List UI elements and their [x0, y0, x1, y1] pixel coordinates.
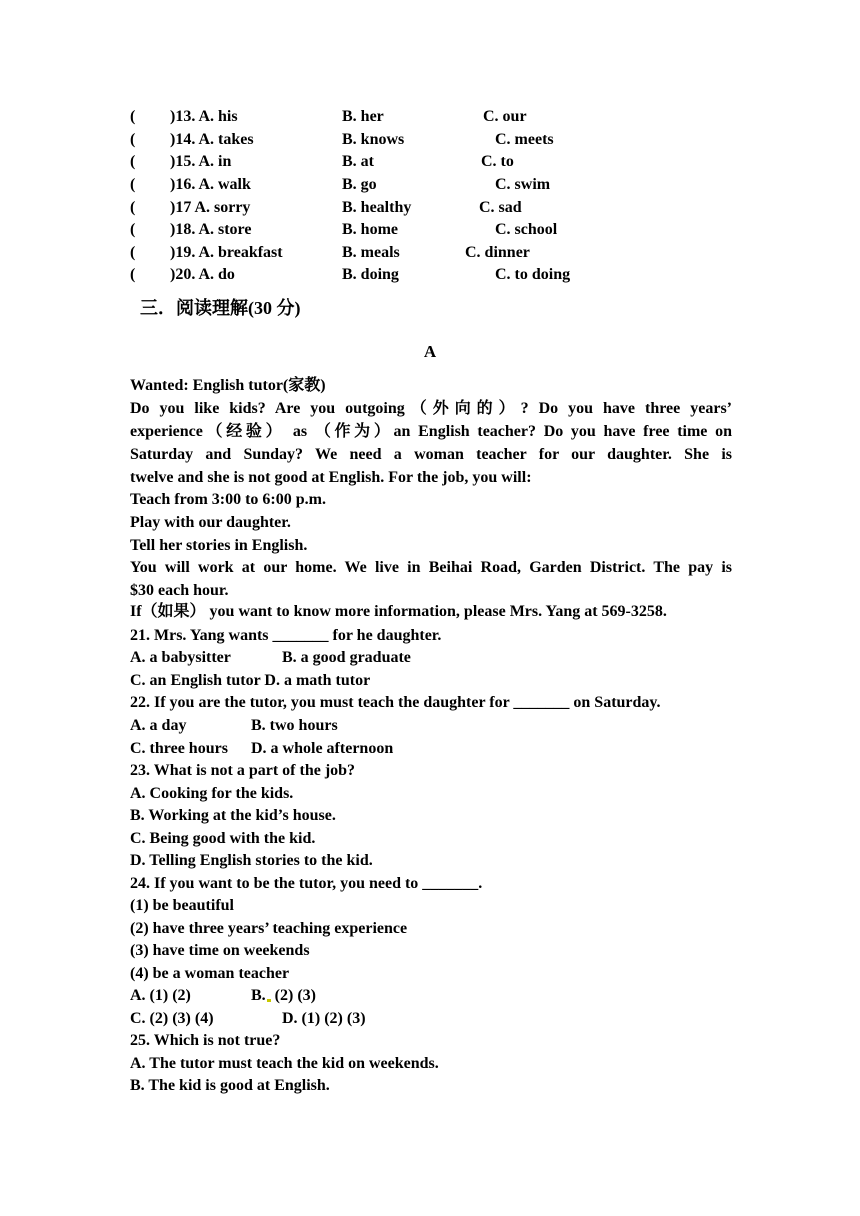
- choice-question-a: )20. A. do: [170, 266, 235, 283]
- choice-option-b: B. healthy: [342, 199, 412, 216]
- choice-option-b: B. meals: [342, 244, 400, 261]
- choice-option-b: B. her: [342, 108, 384, 125]
- option-22-c: C. three hours: [130, 740, 228, 757]
- choice-question-a: )19. A. breakfast: [170, 244, 283, 261]
- choice-row: [130, 106, 750, 128]
- option-23-d: D. Telling English stories to the kid.: [130, 852, 373, 869]
- option-21-a: A. a babysitter: [130, 649, 231, 666]
- option-22-d: D. a whole afternoon: [251, 740, 394, 757]
- choice-question-a: )13. A. his: [170, 108, 238, 125]
- choice-option-c: C. to: [481, 153, 514, 170]
- condition-24-1: (1) be beautiful: [130, 897, 234, 914]
- choice-question-a: )16. A. walk: [170, 176, 251, 193]
- choice-row: [130, 197, 750, 219]
- choice-option-c: C. sad: [479, 199, 522, 216]
- choice-question-a: )17 A. sorry: [170, 199, 251, 216]
- option-22-b: B. two hours: [251, 717, 338, 734]
- answer-paren: (: [130, 199, 136, 216]
- condition-24-2: (2) have three years’ teaching experience: [130, 920, 408, 937]
- question-21: 21. Mrs. Yang wants _______ for he daughter.: [130, 627, 442, 644]
- passage-line: twelve and she is not good at English. For the job, you will:: [130, 469, 532, 486]
- option-25-a: A. The tutor must teach the kid on weekends.: [130, 1055, 439, 1072]
- option-24-b: [251, 985, 316, 1007]
- option-24-b-text: (2) (3): [274, 987, 316, 1004]
- answer-paren: (: [130, 131, 136, 148]
- passage-line: If（如果） you want to know more information, please Mrs. Yang at 569-3258.: [130, 603, 667, 620]
- answer-paren: (: [130, 176, 136, 193]
- passage-line: Teach from 3:00 to 6:00 p.m.: [130, 491, 326, 508]
- choice-option-c: C. swim: [495, 176, 551, 193]
- option-25-b: B. The kid is good at English.: [130, 1077, 330, 1094]
- question-23: 23. What is not a part of the job?: [130, 762, 356, 779]
- choice-option-b: B. home: [342, 221, 398, 238]
- option-21-b: B. a good graduate: [282, 649, 411, 666]
- option-23-a: A. Cooking for the kids.: [130, 785, 294, 802]
- question-25: 25. Which is not true?: [130, 1032, 281, 1049]
- passage-line: Play with our daughter.: [130, 514, 291, 531]
- choice-option-c: C. dinner: [465, 244, 530, 261]
- choice-option-b: B. go: [342, 176, 377, 193]
- option-21-cd: C. an English tutor D. a math tutor: [130, 672, 371, 689]
- question-24: 24. If you want to be the tutor, you need to _______.: [130, 875, 483, 892]
- passage-line: experience（经验） as （作为）an English teacher? Do you have free time on: [130, 423, 732, 440]
- passage-heading: Wanted: English tutor(家教): [130, 377, 326, 394]
- choice-row: [130, 264, 750, 286]
- option-24-c: C. (2) (3) (4): [130, 1010, 214, 1027]
- condition-24-4: (4) be a woman teacher: [130, 965, 290, 982]
- choice-option-b: B. doing: [342, 266, 399, 283]
- passage-line: Saturday and Sunday? We need a woman teacher for our daughter. She is: [130, 446, 732, 463]
- marker-dot-icon: [267, 999, 271, 1002]
- option-23-c: C. Being good with the kid.: [130, 830, 316, 847]
- choice-row: [130, 219, 750, 241]
- passage-line: Tell her stories in English.: [130, 537, 308, 554]
- choice-option-c: C. to doing: [495, 266, 571, 283]
- answer-paren: (: [130, 266, 136, 283]
- option-23-b: B. Working at the kid’s house.: [130, 807, 336, 824]
- answer-paren: (: [130, 153, 136, 170]
- choice-question-a: )15. A. in: [170, 153, 232, 170]
- option-24-a: A. (1) (2): [130, 987, 191, 1004]
- passage-line: $30 each hour.: [130, 582, 229, 599]
- option-24-b-letter: B.: [251, 987, 266, 1004]
- option-24-d: D. (1) (2) (3): [282, 1010, 366, 1027]
- question-22: 22. If you are the tutor, you must teach the daughter for _______ on Saturday.: [130, 694, 661, 711]
- passage-line: Do you like kids? Are you outgoing（外向的）? Do you have three years’: [130, 400, 732, 417]
- answer-paren: (: [130, 108, 136, 125]
- passage-line: You will work at our home. We live in Beihai Road, Garden District. The pay is: [130, 559, 732, 576]
- choice-option-b: B. knows: [342, 131, 405, 148]
- choice-option-c: C. school: [495, 221, 558, 238]
- choice-option-c: C. meets: [495, 131, 554, 148]
- option-22-a: A. a day: [130, 717, 187, 734]
- choice-option-b: B. at: [342, 153, 374, 170]
- choice-row: [130, 174, 750, 196]
- section-title: 三．阅读理解(30 分): [140, 298, 301, 318]
- choice-row: [130, 129, 750, 151]
- condition-24-3: (3) have time on weekends: [130, 942, 310, 959]
- answer-paren: (: [130, 221, 136, 238]
- passage-label: A: [423, 342, 437, 361]
- choice-question-a: )14. A. takes: [170, 131, 254, 148]
- choice-option-c: C. our: [483, 108, 527, 125]
- answer-paren: (: [130, 244, 136, 261]
- choice-question-a: )18. A. store: [170, 221, 252, 238]
- choice-row: [130, 242, 750, 264]
- choice-row: [130, 151, 750, 173]
